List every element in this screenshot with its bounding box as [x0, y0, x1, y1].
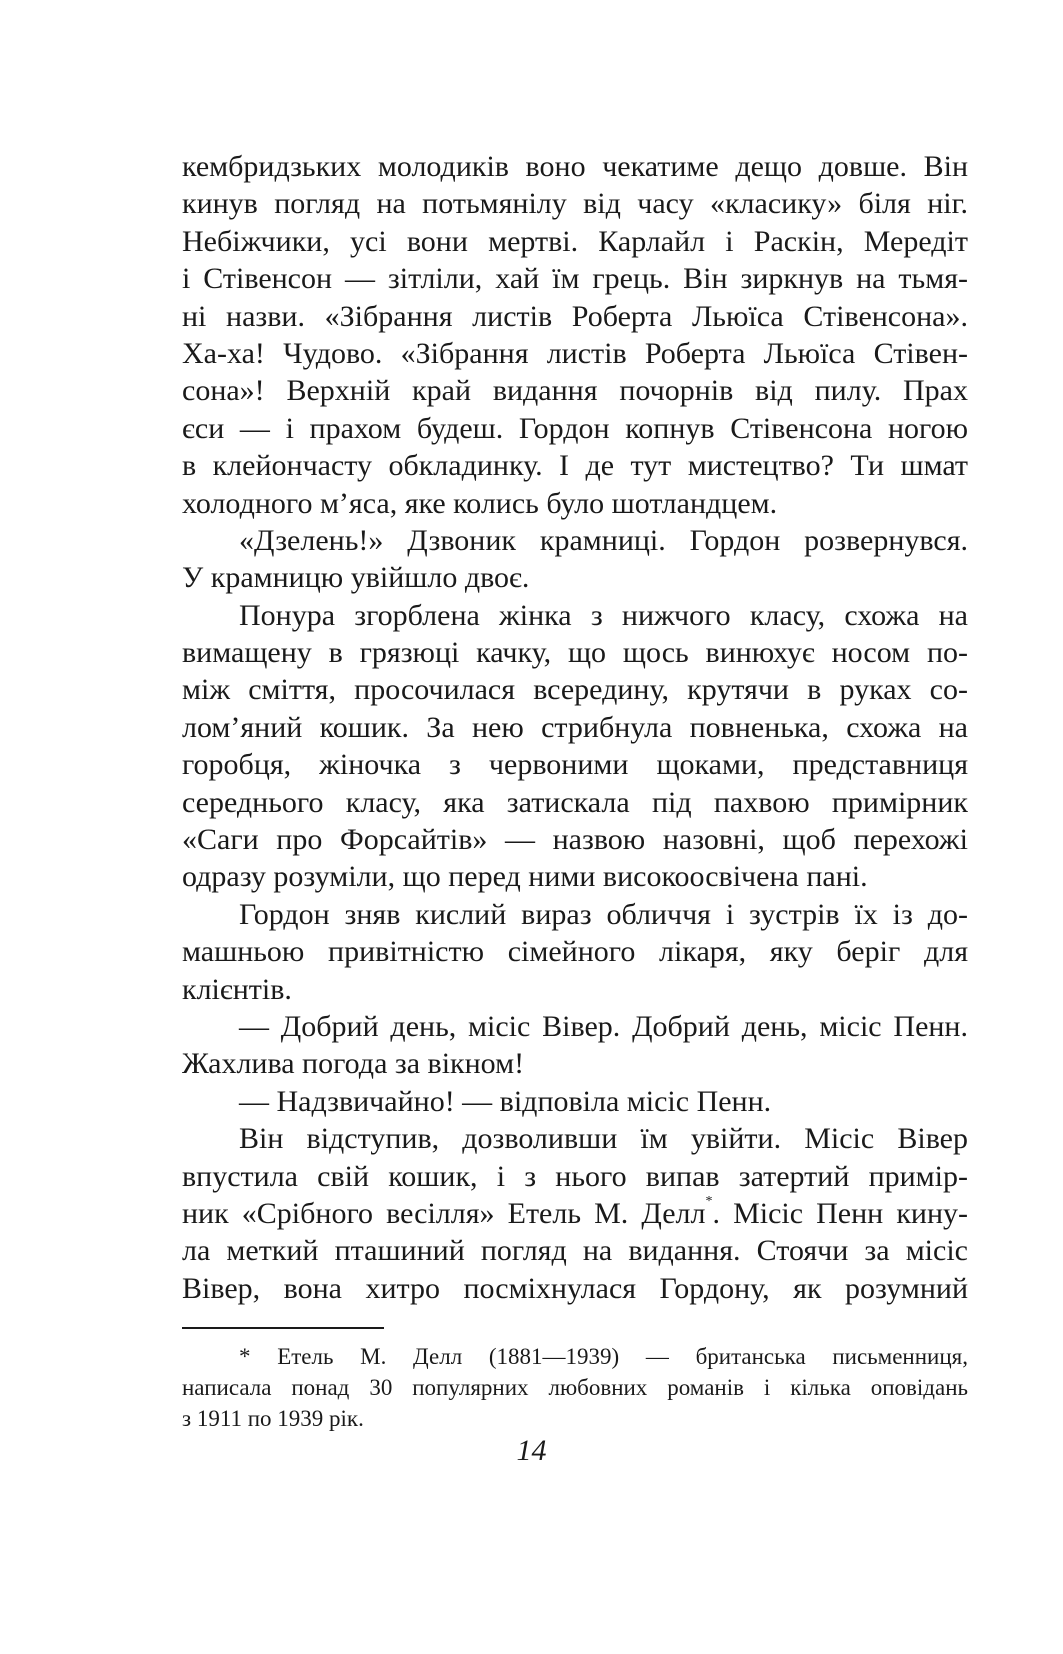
- text-line: [182, 260, 968, 297]
- text-line: [182, 485, 968, 522]
- text-line: [182, 1195, 968, 1232]
- footnote-line: написала понад 30 популярних любовних романів і кілька оповідань: [182, 1375, 968, 1401]
- text-line-content: між сміття, просочилася всередину, крутячи в руках со-: [182, 673, 968, 707]
- text-line-content: — Надзвичайно! — відповіла місіс Пенн.: [239, 1084, 772, 1118]
- text-line-content: в клейончасту обкладинку. І де тут мистецтво? Ти шмат: [182, 449, 968, 483]
- text-line-content: Понура згорблена жінка з нижчого класу, схожа на: [239, 598, 968, 632]
- text-line-content: ні назви. «Зібрання листів Роберта Льюїса Стівенсона».: [182, 299, 968, 333]
- text-line-content: ла меткий пташиний погляд на видання. Стоячи за місіс: [182, 1234, 968, 1268]
- text-line-content: — Добрий день, місіс Вівер. Добрий день, місіс Пенн.: [239, 1009, 968, 1043]
- text-line: [182, 335, 968, 372]
- text-line-content: лом’яний кошик. За нею стрибнула повненька, схожа на: [182, 710, 968, 744]
- text-line: [182, 372, 968, 409]
- text-line: [182, 1083, 968, 1120]
- text-line: [182, 709, 968, 746]
- text-line: [182, 410, 968, 447]
- footnote-line: з 1911 по 1939 рік.: [182, 1406, 364, 1432]
- text-line: [182, 559, 968, 596]
- text-line-content: сона»! Верхній край видання почорнів від пилу. Прах: [182, 374, 968, 408]
- text-line-content: У крамницю увійшло двоє.: [182, 561, 530, 595]
- page-content: [182, 148, 968, 1434]
- text-line-content: Небіжчики, усі вони мертві. Карлайл і Раскін, Мередіт: [182, 224, 968, 258]
- text-line: [182, 185, 968, 222]
- text-line-content: машньою привітністю сімейного лікаря, яку беріг для: [182, 935, 968, 969]
- text-line: [182, 1270, 968, 1307]
- text-line: [182, 933, 968, 970]
- text-line: [182, 971, 968, 1008]
- text-line-content: єси — і прахом будеш. Гордон копнув Стівенсона ногою: [182, 411, 968, 445]
- text-line: [182, 223, 968, 260]
- page-number: 14: [516, 1434, 547, 1467]
- text-line-content: «Дзелень!» Дзвоник крамниці. Гордон розвернувся.: [239, 523, 968, 557]
- text-line: [182, 597, 968, 634]
- text-line: [182, 1232, 968, 1269]
- text-line-content: «Саги про Форсайтів» — назвою назовні, щоб перехожі: [182, 823, 968, 857]
- footnote-marker: *: [705, 1193, 713, 1209]
- text-line: [182, 1158, 968, 1195]
- text-line: [182, 1045, 968, 1082]
- text-line: [182, 298, 968, 335]
- main-text: [182, 148, 968, 1307]
- text-line: [182, 671, 968, 708]
- text-line-content: кинув погляд на потьмянілу від часу «класику» біля ніг.: [182, 187, 968, 221]
- footnote-line: * Етель М. Делл (1881—1939) — британська письменниця,: [239, 1344, 968, 1370]
- text-line-content: Гордон зняв кислий вираз обличчя і зустрів їх із до-: [239, 897, 968, 931]
- text-line-content: холодного м’яса, яке колись було шотландцем.: [182, 486, 778, 520]
- footnote-divider: [182, 1327, 384, 1329]
- text-line-content: ник «Срібного весілля» Етель М. Делл: [182, 1196, 706, 1230]
- text-line-content: клієнтів.: [182, 972, 292, 1006]
- text-line-content: Ха-ха! Чудово. «Зібрання листів Роберта Льюїса Стівен-: [182, 336, 968, 370]
- text-line: [182, 447, 968, 484]
- text-line: [182, 1008, 968, 1045]
- text-line: [182, 634, 968, 671]
- text-line: [182, 784, 968, 821]
- text-line-content: середнього класу, яка затискала під пахвою примірник: [182, 785, 968, 819]
- text-line-content: Жахлива погода за вікном!: [182, 1047, 525, 1081]
- text-line: [182, 858, 968, 895]
- text-line-content: кембридзьких молодиків воно чекатиме дещо довше. Він: [182, 150, 968, 183]
- text-line: [182, 522, 968, 559]
- text-line-content: вимащену в грязюці качку, що щось винюхує носом по-: [182, 636, 968, 670]
- text-line-content: одразу розуміли, що перед ними високоосвічена пані.: [182, 860, 868, 894]
- text-line: [182, 148, 968, 185]
- text-line-continuation: . Місіс Пенн кину-: [712, 1196, 968, 1230]
- footnote: [182, 1341, 968, 1434]
- text-line-content: впустила свій кошик, і з нього випав затертий примір-: [182, 1159, 968, 1193]
- text-line: [182, 821, 968, 858]
- text-line: [182, 746, 968, 783]
- text-line-content: Вівер, вона хитро посміхнулася Гордону, як розумний: [182, 1271, 968, 1305]
- text-line: [182, 1120, 968, 1157]
- text-line-content: Він відступив, дозволивши їм увійти. Місіс Вівер: [239, 1122, 968, 1156]
- text-line: [182, 896, 968, 933]
- text-line-content: і Стівенсон — зітліли, хай їм грець. Він зиркнув на тьмя-: [182, 262, 968, 296]
- text-line-content: горобця, жіночка з червоними щоками, представниця: [182, 748, 968, 782]
